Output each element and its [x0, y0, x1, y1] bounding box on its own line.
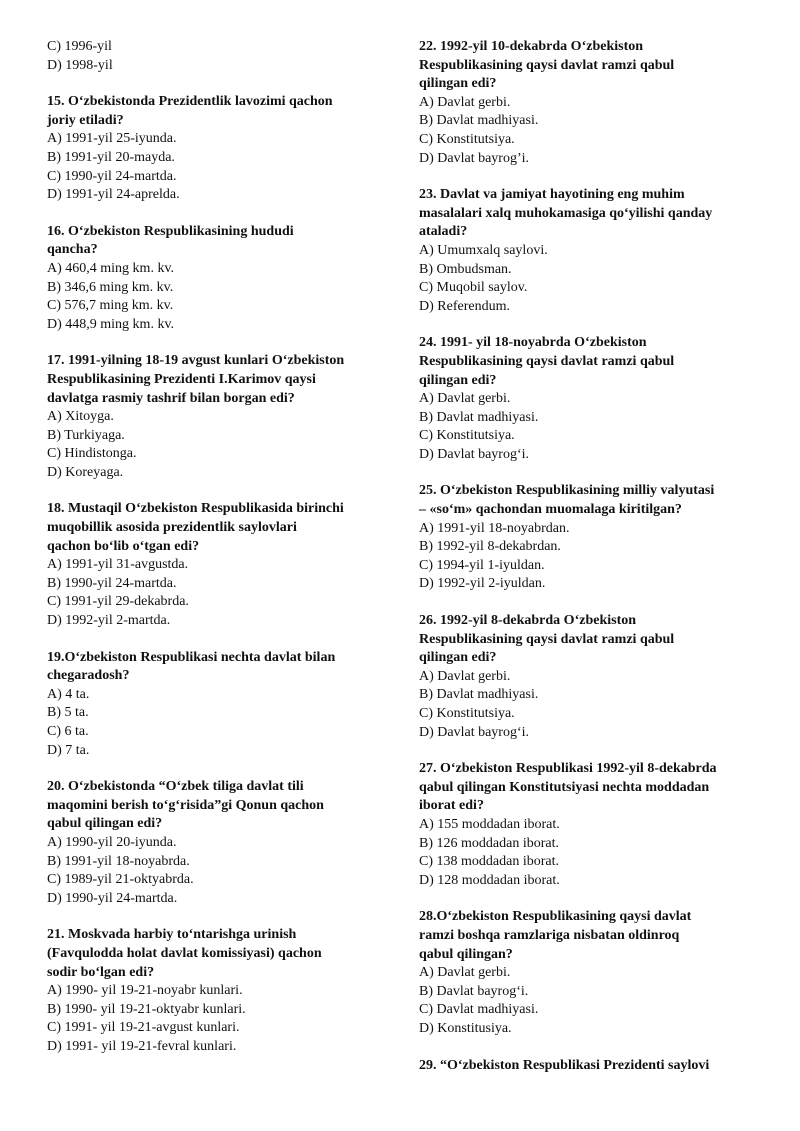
question-text [47, 926, 389, 982]
answer-option: D) 1992-yil 2-martda. [47, 613, 171, 629]
answer-option: B) Ombudsman. [419, 261, 512, 277]
question-line: 20. O‘zbekistonda “O‘zbek tiliga davlat tili [47, 779, 304, 795]
question-line: joriy etiladi? [47, 112, 124, 128]
answer-option: D) 7 ta. [47, 742, 90, 758]
question-line: qilingan edi? [419, 76, 497, 92]
answer-option: A) Xitoyga. [47, 409, 114, 425]
question-block [47, 352, 389, 482]
question-line: qachon bo‘lib o‘tgan edi? [47, 538, 200, 554]
question-line: muqobillik asosida prezidentlik saylovlari [47, 520, 297, 536]
question-text [419, 760, 765, 816]
answer-option: C) 6 ta. [47, 724, 89, 739]
answer-option: D) 1998-yil [47, 57, 113, 73]
answer-option: C) 576,7 ming km. kv. [47, 298, 174, 314]
answer-option: D) 1990-yil 24-martda. [47, 890, 178, 906]
question-line: qabul qilingan Konstitutsiyasi nechta moddadan [419, 779, 710, 795]
question-line: ataladi? [419, 224, 468, 240]
answer-option: A) 1991-yil 25-iyunda. [47, 131, 177, 147]
answer-option: D) Davlat bayrog’i. [419, 150, 530, 166]
answer-option: B) 1992-yil 8-dekabrdan. [419, 539, 561, 555]
question-block [47, 93, 389, 205]
question-text [47, 649, 389, 686]
answer-option: A) 4 ta. [47, 686, 90, 702]
answer-option: B) 1990- yil 19-21-oktyabr kunlari. [47, 1001, 246, 1017]
answer-option: B) 346,6 ming km. kv. [47, 279, 174, 295]
question-line: 18. Mustaqil O‘zbekiston Respublikasida birinchi [47, 501, 344, 517]
question-line: iborat edi? [419, 798, 484, 814]
answer-option: C) 1996-yil [47, 39, 112, 54]
question-line: Respublikasining qaysi davlat ramzi qabul [419, 57, 675, 73]
question-block [419, 38, 765, 168]
question-line: 23. Davlat va jamiyat hayotining eng muhim [419, 187, 685, 203]
answer-option: C) Konstitutsiya. [419, 706, 515, 721]
question-line: 25. O‘zbekiston Respublikasining milliy valyutasi [419, 483, 715, 499]
answer-option: A) Umumxalq saylovi. [419, 242, 548, 258]
question-text [419, 38, 765, 94]
question-line: 24. 1991- yil 18-noyabrda O‘zbekiston [419, 335, 647, 351]
answer-option: C) 1991- yil 19-21-avgust kunlari. [47, 1020, 240, 1036]
question-block [419, 482, 765, 594]
answer-option: B) Davlat madhiyasi. [419, 409, 539, 425]
answer-option: A) Davlat gerbi. [419, 391, 511, 407]
right-column [419, 38, 765, 1093]
answer-option: C) Konstitutsiya. [419, 131, 515, 147]
question-text [419, 1057, 765, 1076]
question-text [419, 612, 765, 668]
question-line: sodir bo‘lgan edi? [47, 964, 155, 980]
answer-option: D) Referendum. [419, 298, 510, 314]
answer-option: D) 448,9 ming km. kv. [47, 316, 175, 332]
answer-option: A) 155 moddadan iborat. [419, 816, 560, 832]
answer-option: C) 1989-yil 21-oktyabrda. [47, 872, 194, 888]
answer-option: D) 1991-yil 24-aprelda. [47, 187, 180, 203]
question-text [419, 186, 765, 242]
left-column [47, 38, 389, 1075]
answer-option: A) 1990- yil 19-21-noyabr kunlari. [47, 983, 243, 999]
answer-option: C) 1991-yil 29-dekabrda. [47, 594, 189, 610]
answer-option: A) 1991-yil 31-avgustda. [47, 557, 189, 573]
question-line: masalalari xalq muhokamasiga qo‘yilishi qanday [419, 205, 713, 221]
question-line: 22. 1992-yil 10-dekabrda O‘zbekiston [419, 39, 644, 54]
question-line: 28.O‘zbekiston Respublikasining qaysi davlat [419, 909, 692, 925]
question-block [47, 778, 389, 908]
question-line: 15. O‘zbekistonda Prezidentlik lavozimi qachon [47, 94, 333, 110]
answer-option: B) Davlat madhiyasi. [419, 113, 539, 129]
question-line: qabul qilingan? [419, 946, 513, 962]
question-line: – «so‘m» qachondan muomalaga kiritilgan? [419, 502, 682, 518]
answer-option: C) 1990-yil 24-martda. [47, 168, 177, 184]
answer-option: C) Davlat madhiyasi. [419, 1002, 539, 1018]
question-text [419, 334, 765, 390]
question-line: qilingan edi? [419, 650, 497, 666]
question-text [47, 223, 389, 260]
question-line: qilingan edi? [419, 372, 497, 388]
answer-option: C) Muqobil saylov. [419, 280, 528, 296]
question-block [419, 186, 765, 316]
answer-option: D) 1992-yil 2-iyuldan. [419, 576, 546, 592]
answer-option: D) Konstitusiya. [419, 1020, 512, 1036]
answer-option: D) 1991- yil 19-21-fevral kunlari. [47, 1038, 237, 1054]
question-line: (Favqulodda holat davlat komissiyasi) qachon [47, 945, 322, 961]
question-text [47, 93, 389, 130]
question-line: qabul qilingan edi? [47, 816, 163, 832]
question-line: davlatga rasmiy tashrif bilan borgan edi? [47, 390, 295, 406]
question-line: Respublikasining qaysi davlat ramzi qabul [419, 631, 675, 647]
question-line: 29. “O‘zbekiston Respublikasi Prezidenti saylovi [419, 1057, 710, 1073]
question-text [47, 778, 389, 834]
answer-option: A) 1990-yil 20-iyunda. [47, 834, 177, 850]
answer-option: D) Koreyaga. [47, 464, 124, 480]
continued-options [47, 38, 389, 75]
question-block [47, 500, 389, 630]
answer-option: A) Davlat gerbi. [419, 965, 511, 981]
question-block [419, 612, 765, 742]
question-block [419, 760, 765, 890]
question-block [419, 1057, 765, 1076]
answer-option: D) Davlat bayrog‘i. [419, 446, 530, 462]
answer-option: D) Davlat bayrog‘i. [419, 724, 530, 740]
question-line: Respublikasining qaysi davlat ramzi qabul [419, 353, 675, 369]
question-line: qancha? [47, 242, 98, 258]
question-line: 26. 1992-yil 8-dekabrda O‘zbekiston [419, 613, 637, 629]
answer-option: A) 460,4 ming km. kv. [47, 260, 175, 276]
question-line: 17. 1991-yilning 18-19 avgust kunlari O‘zbekiston [47, 353, 345, 369]
question-text [419, 908, 765, 964]
question-text [47, 352, 389, 408]
question-line: maqomini berish to‘g‘risida”gi Qonun qachon [47, 797, 324, 813]
question-line: 16. O‘zbekiston Respublikasining hududi [47, 223, 294, 239]
answer-option: B) 1991-yil 18-noyabrda. [47, 853, 190, 869]
question-block [419, 334, 765, 464]
answer-option: C) Konstitutsiya. [419, 428, 515, 444]
answer-option: D) 128 moddadan iborat. [419, 872, 560, 888]
answer-option: A) 1991-yil 18-noyabrdan. [419, 520, 570, 536]
question-block [47, 223, 389, 335]
answer-option: C) 1994-yil 1-iyuldan. [419, 557, 545, 573]
answer-option: B) 5 ta. [47, 705, 89, 721]
question-line: ramzi boshqa ramzlariga nisbatan oldinroq [419, 927, 680, 943]
answer-option: B) Davlat bayrog‘i. [419, 983, 529, 999]
answer-option: B) Davlat madhiyasi. [419, 687, 539, 703]
answer-option: B) 1991-yil 20-mayda. [47, 149, 175, 165]
question-line: 27. O‘zbekiston Respublikasi 1992-yil 8-dekabrda [419, 761, 717, 777]
question-text [419, 482, 765, 519]
answer-option: B) Turkiyaga. [47, 427, 125, 443]
answer-option: C) 138 moddadan iborat. [419, 854, 559, 870]
question-line: Respublikasining Prezidenti I.Karimov qaysi [47, 371, 316, 387]
answer-option: A) Davlat gerbi. [419, 94, 511, 110]
answer-option: B) 126 moddadan iborat. [419, 835, 559, 851]
question-line: 21. Moskvada harbiy to‘ntarishga urinish [47, 927, 297, 943]
question-block [47, 649, 389, 761]
question-block [47, 926, 389, 1056]
answer-option: B) 1990-yil 24-martda. [47, 575, 177, 591]
question-line: 19.O‘zbekiston Respublikasi nechta davlat bilan [47, 649, 336, 665]
answer-option: A) Davlat gerbi. [419, 668, 511, 684]
question-block [419, 908, 765, 1038]
question-line: chegaradosh? [47, 668, 130, 684]
answer-option: C) Hindistonga. [47, 446, 137, 462]
question-text [47, 500, 389, 556]
